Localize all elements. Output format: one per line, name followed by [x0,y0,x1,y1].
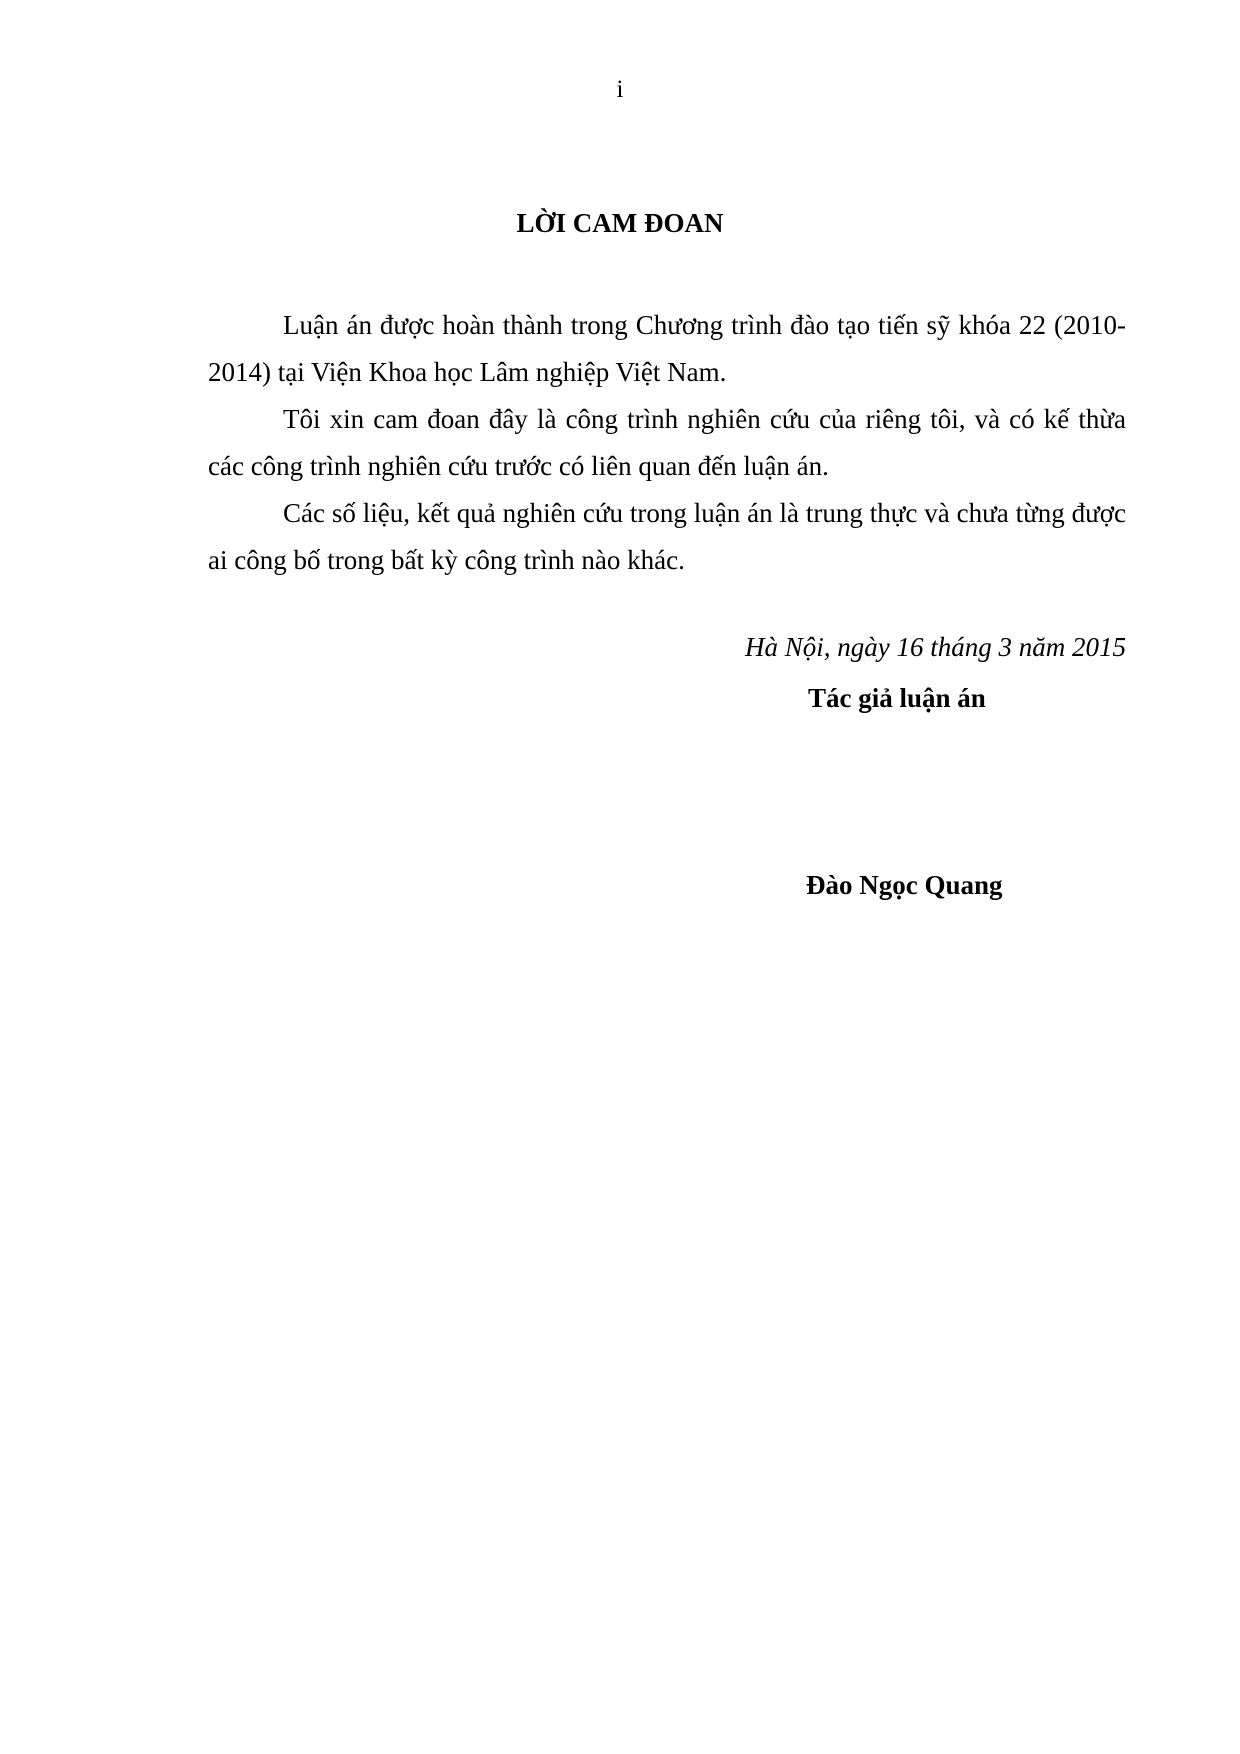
page-number: i [616,76,624,103]
declaration-body [208,302,1126,584]
paragraph-completion: Luận án được hoàn thành trong Chương trình đào tạo tiến sỹ khóa 22 (2010-2014) tại Viện Khoa học Lâm nghiệp Việt Nam. [208,310,1126,387]
signature-role: Tác giả luận án [808,683,986,713]
paragraph-originality: Tôi xin cam đoan đây là công trình nghiên cứu của riêng tôi, và có kế thừa các công trình nghiên cứu trước có liên quan đến luận án. [208,404,1126,481]
signature-place-date: Hà Nội, ngày 16 tháng 3 năm 2015 [745,632,1126,662]
paragraph-data-honesty: Các số liệu, kết quả nghiên cứu trong luận án là trung thực và chưa từng được ai công bố trong bất kỳ công trình nào khác. [208,498,1126,575]
author-name: Đào Ngọc Quang [806,870,1003,900]
page-title: LỜI CAM ĐOAN [516,208,724,238]
